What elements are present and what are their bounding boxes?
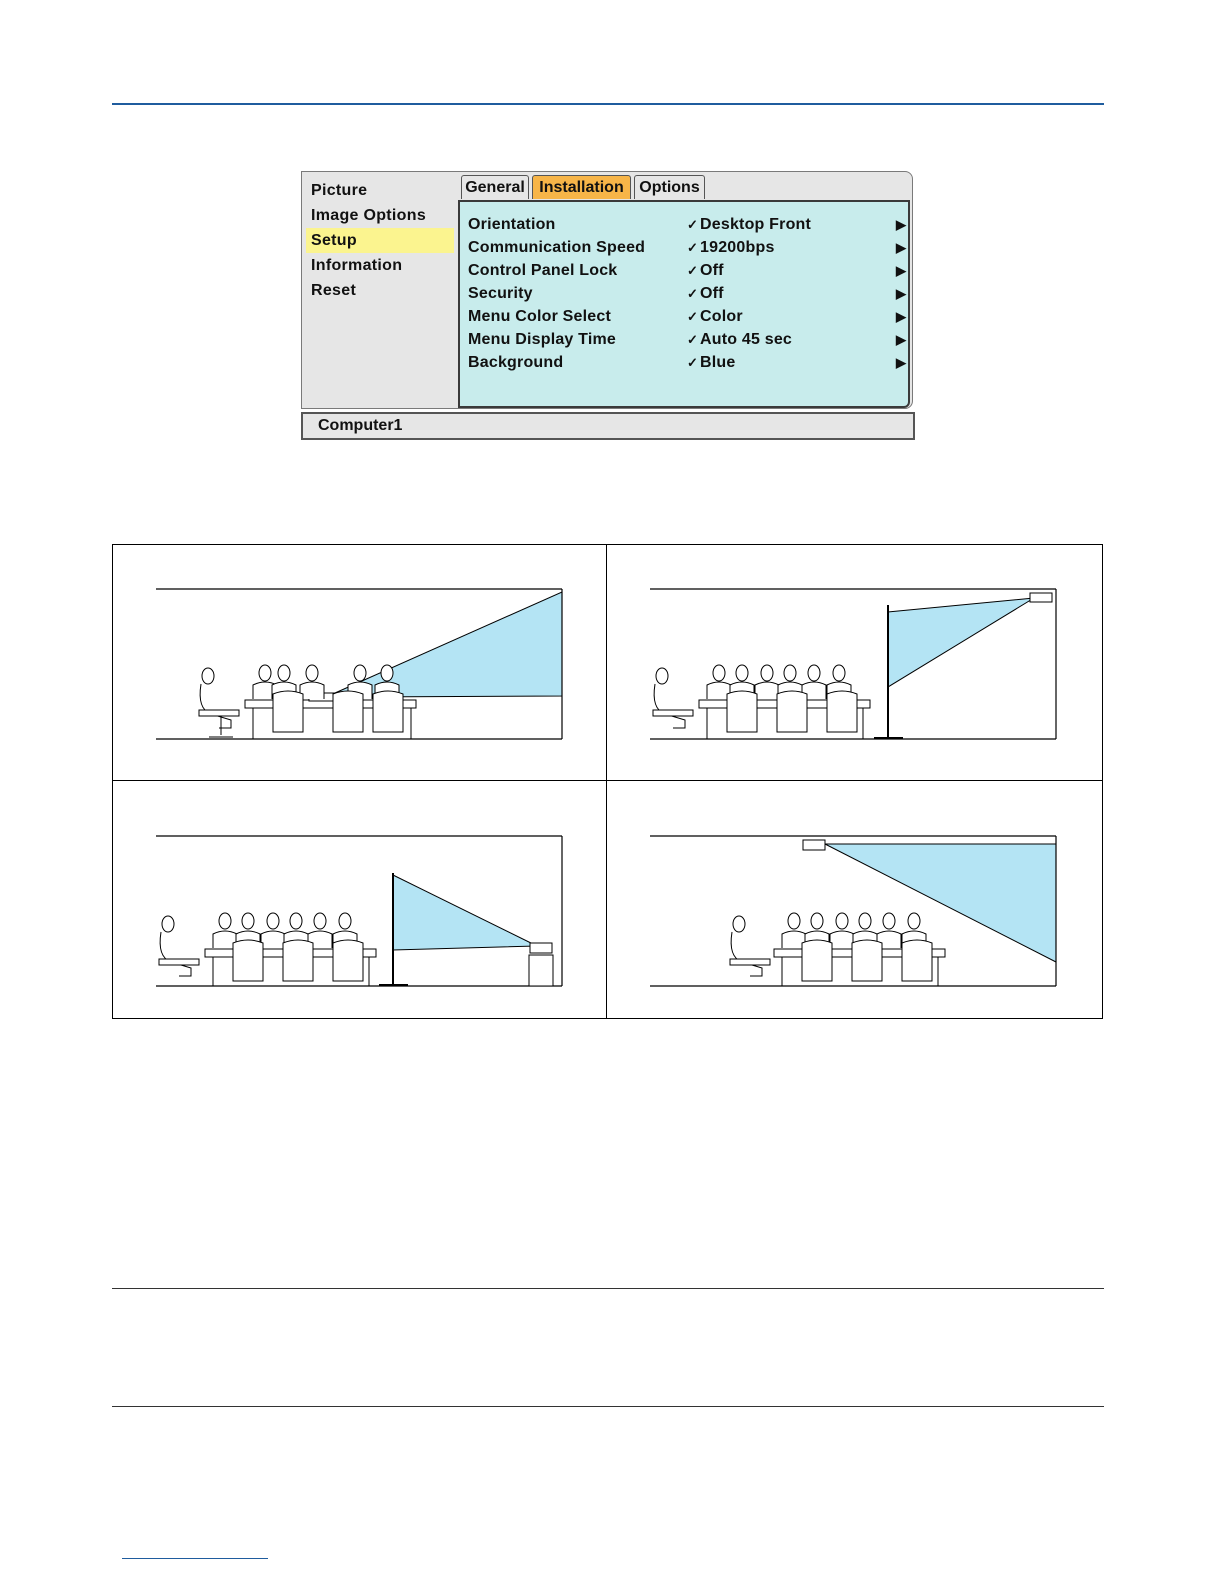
arrow-right-icon[interactable]: ▶	[896, 286, 906, 301]
setting-row-security[interactable]	[468, 282, 908, 305]
setting-label: Security	[468, 285, 533, 302]
illustration-desktop-front	[113, 545, 606, 780]
setting-value: Blue	[700, 354, 736, 371]
setting-row-communication-speed[interactable]	[468, 236, 908, 259]
setting-label: Communication Speed	[468, 239, 646, 256]
setting-value: Desktop Front	[700, 216, 812, 233]
check-icon: ✓	[687, 240, 698, 255]
illustration-ceiling-rear	[607, 545, 1102, 780]
tab-installation[interactable]: Installation	[532, 175, 631, 199]
arrow-right-icon[interactable]: ▶	[896, 217, 906, 232]
setting-value: Auto 45 sec	[700, 331, 793, 348]
check-icon: ✓	[687, 217, 698, 232]
menu-item-reset[interactable]: Reset	[311, 282, 357, 299]
arrow-right-icon[interactable]: ▶	[896, 240, 906, 255]
setting-row-menu-display-time[interactable]	[468, 328, 908, 351]
setting-row-control-panel-lock[interactable]	[468, 259, 908, 282]
check-icon: ✓	[687, 286, 698, 301]
setting-label: Control Panel Lock	[468, 262, 618, 279]
projector-icon	[803, 840, 825, 850]
menu-item-setup[interactable]: Setup	[306, 228, 454, 253]
section-rule	[112, 1288, 1104, 1289]
setting-label: Menu Display Time	[468, 331, 617, 348]
source-status-bar	[301, 412, 915, 440]
menu-item-image-options[interactable]: Image Options	[311, 207, 427, 224]
check-icon: ✓	[687, 332, 698, 347]
setting-row-menu-color-select[interactable]	[468, 305, 908, 328]
orientation-illustrations	[112, 544, 1103, 1019]
arrow-right-icon[interactable]: ▶	[896, 309, 906, 324]
illustration-desktop-rear	[113, 781, 606, 1018]
source-name: Computer1	[318, 417, 403, 434]
menu-item-information[interactable]: Information	[311, 257, 403, 274]
settings-panel	[458, 200, 910, 408]
check-icon: ✓	[687, 309, 698, 324]
check-icon: ✓	[687, 355, 698, 370]
setting-row-orientation[interactable]	[468, 213, 908, 236]
osd-frame	[301, 171, 913, 409]
tab-general[interactable]: General	[461, 175, 529, 199]
footer-rule	[122, 1558, 268, 1559]
projector-icon	[530, 943, 552, 953]
projector-table	[529, 955, 553, 986]
setting-label: Menu Color Select	[468, 308, 611, 325]
illustration-ceiling-front	[607, 781, 1102, 1018]
header-rule	[112, 103, 1104, 105]
setting-value: Off	[700, 262, 724, 279]
section-rule	[112, 1406, 1104, 1407]
setting-value: 19200bps	[700, 239, 775, 256]
arrow-right-icon[interactable]: ▶	[896, 332, 906, 347]
check-icon: ✓	[687, 263, 698, 278]
arrow-right-icon[interactable]: ▶	[896, 263, 906, 278]
left-menu	[306, 178, 454, 303]
arrow-right-icon[interactable]: ▶	[896, 355, 906, 370]
setting-row-background[interactable]	[468, 351, 908, 374]
setting-value: Off	[700, 285, 724, 302]
setting-label: Background	[468, 354, 564, 371]
menu-item-picture[interactable]: Picture	[311, 182, 368, 199]
projection-beam	[888, 598, 1034, 687]
projection-beam	[335, 592, 562, 697]
tab-options[interactable]: Options	[634, 175, 705, 199]
setting-value: Color	[700, 308, 743, 325]
setting-label: Orientation	[468, 216, 556, 233]
projector-icon	[1030, 593, 1052, 602]
projection-beam	[393, 875, 537, 950]
osd-menu	[301, 171, 915, 441]
